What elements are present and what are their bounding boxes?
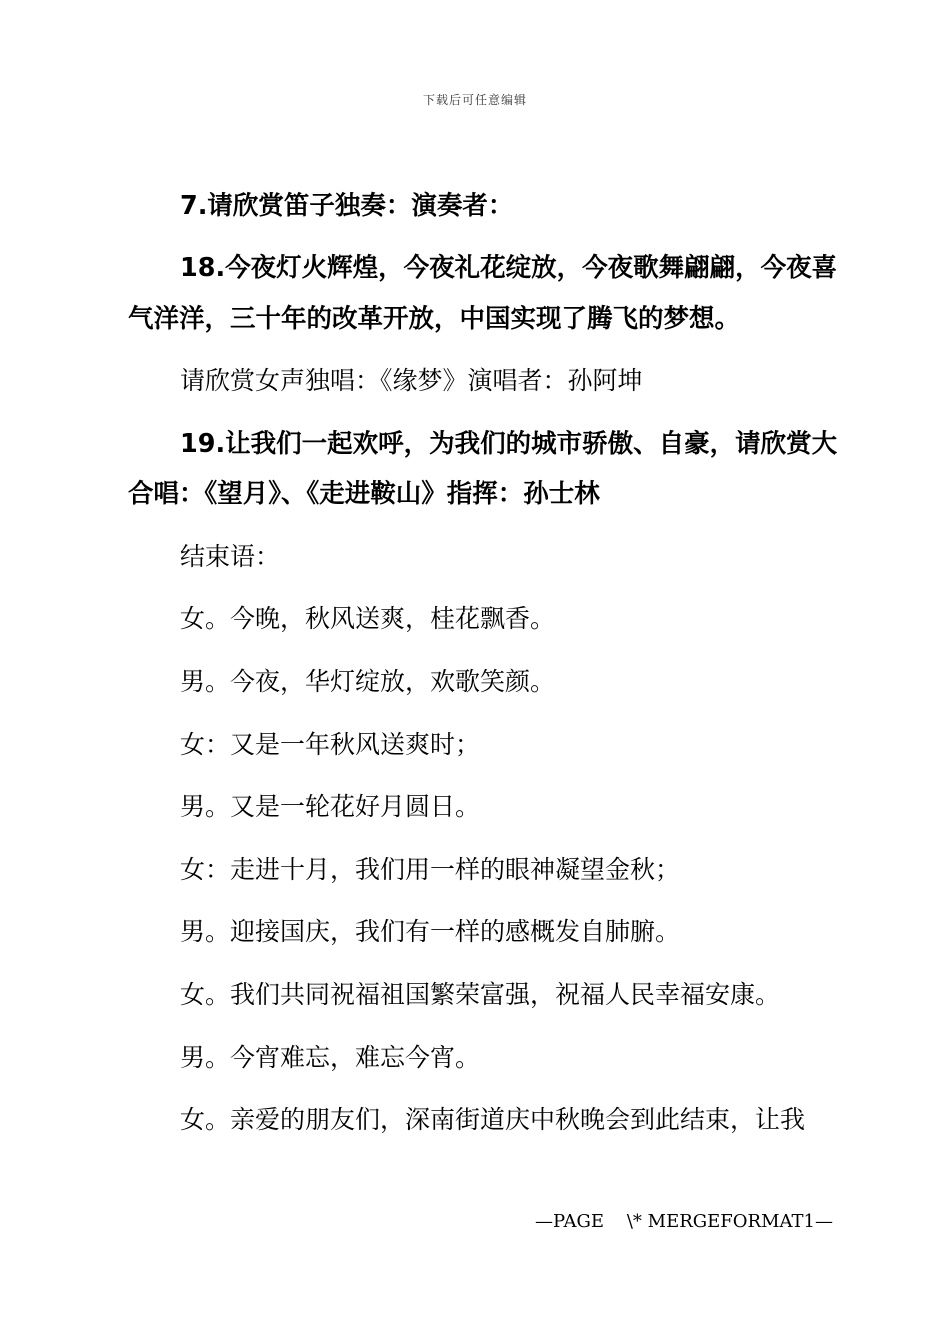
program-item-18-performance: 请欣赏女声独唱：《缘梦》演唱者：孙阿坤	[180, 366, 643, 395]
closing-line: 男。又是一轮花好月圆日。	[180, 792, 481, 821]
program-item-19-line2: 合唱：《望月》、《走进鞍山》指挥：孙士林	[128, 479, 600, 509]
closing-line: 女。亲爱的朋友们，深南街道庆中秋晚会到此结束，让我	[180, 1105, 806, 1134]
closing-line: 男。今宵难忘，难忘今宵。	[180, 1043, 481, 1072]
closing-line: 女：走进十月，我们用一样的眼神凝望金秋；	[180, 855, 681, 884]
program-item-18-line1: 18.今夜灯火辉煌，今夜礼花绽放，今夜歌舞翩翩，今夜喜	[180, 253, 838, 283]
program-item-18-line2: 气洋洋，三十年的改革开放，中国实现了腾飞的梦想。	[128, 304, 741, 334]
closing-line: 女。今晚，秋风送爽，桂花飘香。	[180, 604, 556, 633]
page-footer: —PAGE \* MERGEFORMAT1—	[535, 1211, 833, 1232]
page-header: 下载后可任意编辑	[422, 93, 527, 107]
program-item-19-line1: 19.让我们一起欢呼，为我们的城市骄傲、自豪，请欣赏大	[180, 429, 838, 459]
closing-line: 男。今夜，华灯绽放，欢歌笑颜。	[180, 667, 556, 696]
closing-line: 女。我们共同祝福祖国繁荣富强，祝福人民幸福安康。	[180, 980, 781, 1009]
closing-line: 女：又是一年秋风送爽时；	[180, 730, 481, 759]
closing-heading: 结束语：	[180, 542, 281, 571]
program-item-7: 7.请欣赏笛子独奏：演奏者：	[180, 191, 514, 221]
closing-line: 男。迎接国庆，我们有一样的感概发自肺腑。	[180, 917, 681, 946]
